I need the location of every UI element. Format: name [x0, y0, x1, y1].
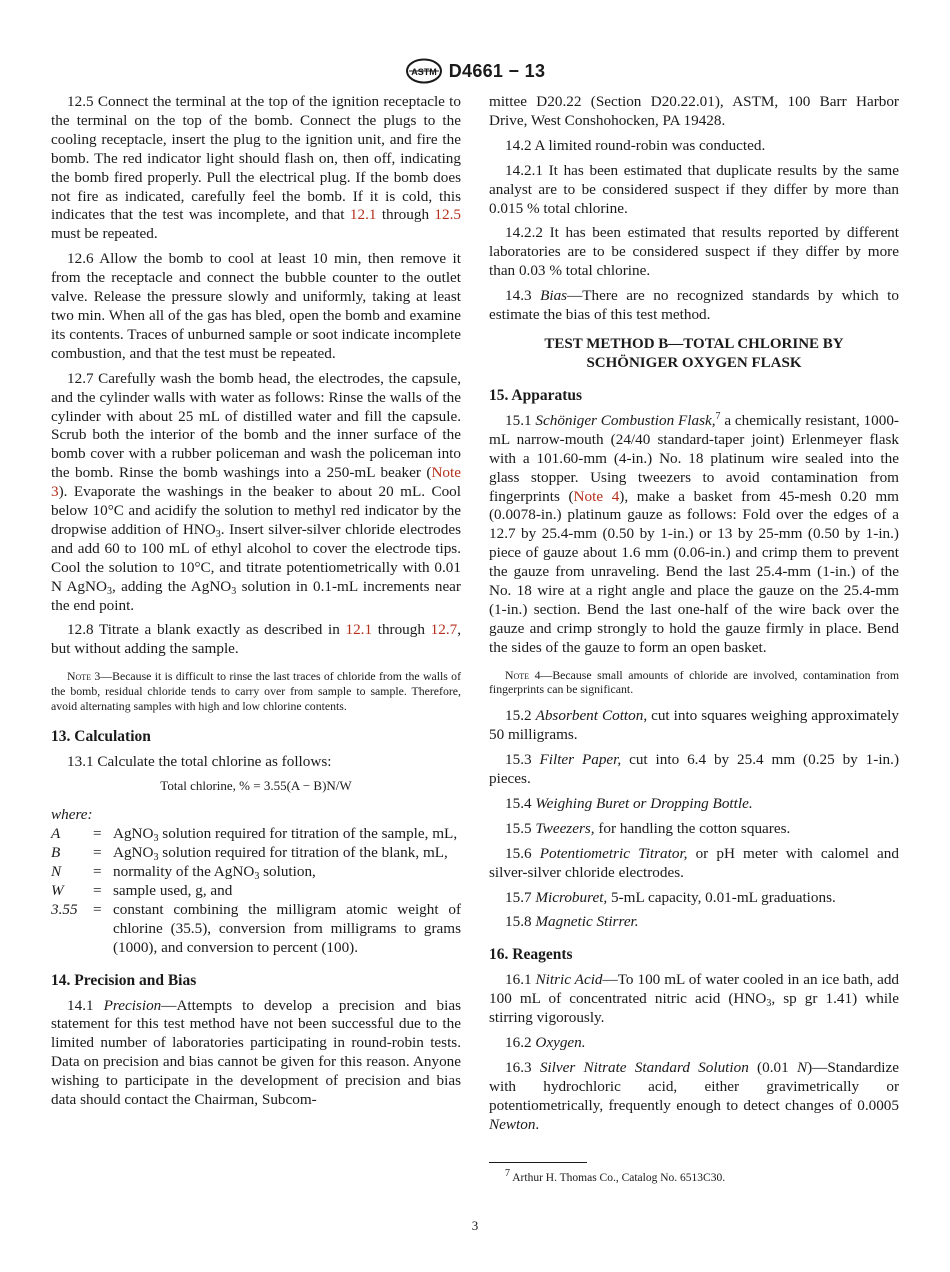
definition-row [51, 863, 461, 882]
footnote-divider [489, 1162, 587, 1163]
section-14-1: 14.1 Precision—Attempts to develop a precision and bias statement for this test method have not been successful due to the limited number of laboratories participating in round-robin tests. Data on precision and bias cannot be given for this reason. Anyone wishing to participate in the development of precision and bias data should contact the Chairman, Subcom- [51, 996, 461, 1109]
ref-12-1-b[interactable]: 12.1 [345, 621, 373, 639]
footnote-7: $^7$ Arthur H. Thomas Co., Catalog No. 6513C30. [505, 1168, 726, 1185]
apparatus-item: 15.2 Absorbent Cotton, cut into squares weighing approximately 50 milligrams. [489, 707, 899, 744]
definition-equals: = [93, 844, 102, 862]
definition-text: sample used, g, and [113, 882, 233, 900]
section-16-3: 16.3 Silver Nitrate Standard Solution (0.01 N)—Standardize with hydrochloric acid, either gravimetrically or potentiometrically, frequently enough to detect changes of 0.0005 Newton. [489, 1058, 900, 1133]
right-column [489, 93, 899, 1185]
document-designation: D4661 − 13 [448, 60, 546, 81]
section-14-2-2: 14.2.2 It has been estimated that results reported by different laboratories are to be considered suspect if they differ by more than 0.03 % total chlorine. [489, 224, 899, 280]
ref-12-1[interactable]: 12.1 [349, 206, 377, 224]
apparatus-item: 15.4 Weighing Buret or Dropping Bottle. [505, 794, 753, 812]
apparatus-item: 15.7 Microburet, 5-mL capacity, 0.01-mL graduations. [505, 888, 836, 906]
definition-symbol: W [51, 882, 64, 900]
definition-symbol: 3.55 [51, 900, 78, 918]
section-13-1: 13.1 Calculate the total chlorine as follows: [67, 752, 332, 770]
section-14-2-1: 14.2.1 It has been estimated that duplicate results by the same analyst are to be considered suspect if they differ by more than 0.015 % total chlorine. [489, 161, 899, 217]
section-14-2: 14.2 A limited round-robin was conducted. [505, 136, 766, 154]
note-4: Note 4—Because small amounts of chloride are involved, contamination from fingerprints can be significant. [489, 667, 899, 697]
definition-equals: = [93, 882, 102, 900]
definition-symbol: B [51, 844, 61, 862]
equation-total-chlorine: Total chlorine, % = 3.55(A − B)N/W [160, 778, 352, 794]
left-column [51, 93, 461, 1116]
heading-calculation: 13. Calculation [51, 727, 151, 745]
definition-row [51, 844, 461, 863]
astm-logo-icon [405, 58, 443, 84]
apparatus-item: 15.5 Tweezers, for handling the cotton squares. [505, 819, 791, 837]
section-14-1-continued: mittee D20.22 (Section D20.22.01), ASTM, 100 Barr Harbor Drive, West Conshohocken, PA 19428. [489, 93, 899, 129]
apparatus-item: 15.3 Filter Paper, cut into 6.4 by 25.4 mm (0.25 by 1-in.) pieces. [489, 751, 899, 787]
page-number: 3 [471, 1218, 479, 1233]
definition-equals: = [93, 825, 102, 843]
section-16-1: 16.1 Nitric Acid—To 100 mL of water cooled in an ice bath, add 100 mL of concentrated nitric acid ($HNO_3$, sp gr 1.41) while stirring vigorously. [489, 971, 900, 1027]
variable-definitions [51, 825, 461, 957]
definition-row [51, 825, 461, 844]
where-label: where: [51, 806, 93, 824]
section-12-6: 12.6 Allow the bomb to cool at least 10 min, then remove it from the receptacle and connect the bubble counter to the outlet valve. Release the pressure slowly and uniformly, taking at least two min. When all of the gas has bled, open the bomb and examine its contents. Traces of unburned sample or soot indicate incomplete combustion, and that the test must be repeated. [51, 250, 461, 362]
ref-12-5[interactable]: 12.5 [434, 206, 461, 224]
definition-text: AgNO$_3$ solution required for titration of the blank, mL, [113, 844, 448, 864]
svg-text:ASTM: ASTM [410, 67, 437, 77]
definition-row [51, 882, 461, 901]
footnote-ref-7[interactable]: 7 [715, 410, 721, 422]
definition-text: AgNO$_3$ solution required for titration of the sample, mL, [113, 825, 458, 845]
section-15-1: 15.1 Schöniger Combustion Flask,$^7$ a chemically resistant, 1000-mL narrow-mouth (24/40 standard-taper joint) Erlenmeyer flask with a 101.60-mm (4-in.) No. 18 platinum wire sealed into the glass stopper. Using tweezers to avoid contamination from fingerprints (Note 4), make a basket from 45-mesh 0.20 mm (0.0078-in.) platinum gauze as follows: Fold over the edges of a 12.7 by 25.4-mm (0.50 by 1-in.) or 13 by 25-mm (0.50 by 1-in.) piece of gauze about 1.6 mm (0.06-in.) and crimp them to prevent the gauze from unraveling. Bend the last 25.4-mm (1-in.) of the No. 18 wire at a right angle and place the gauze on the 25.4-mm (1-in.) section. Bend the last one-half of the wire back over the gauze and crimp strongly to hold the gauze firmly in place. Bend the sides of the gauze to form an open basket. [489, 410, 899, 656]
definition-row [51, 901, 461, 958]
apparatus-list [489, 707, 899, 932]
section-16-2: 16.2 Oxygen. [505, 1033, 586, 1051]
apparatus-item: 15.6 Potentiometric Titrator, or pH meter with calomel and silver-silver chloride electrodes. [489, 844, 899, 881]
heading-apparatus: 15. Apparatus [489, 386, 583, 404]
ref-note-4[interactable]: Note 4 [573, 487, 620, 505]
definition-symbol: A [51, 825, 61, 843]
section-12-5: 12.5 Connect the terminal at the top of the ignition receptacle to the terminal on the top of the bomb. Connect the plugs to the cooling receptacle, insert the plug to the ignition unit, and fire the bomb. The red indicator light should flash on, then off, indicating the bomb fired properly. Pull the electrical plug. If the bomb does not fire as indicated, carefully feel the bomb. If it is cold, this indicates that the test was incomplete, and that 12.1 through 12.5 must be repeated. [51, 93, 461, 243]
definition-text: constant combining the milligram atomic weight of chlorine (35.5), conversion from milligrams to grams (1000), and conversion to percent (100). [113, 900, 461, 956]
section-14-3: 14.3 Bias—There are no recognized standards by which to estimate the bias of this test method. [489, 287, 899, 324]
definition-symbol: N [51, 863, 62, 881]
page-header [0, 56, 950, 86]
ref-note-3[interactable]: Note 3 [51, 464, 461, 501]
method-b-title: TEST METHOD B—TOTAL CHLORINE BY SCHÖNIGER OXYGEN FLASK [544, 335, 844, 371]
apparatus-item: 15.8 Magnetic Stirrer. [505, 913, 639, 931]
heading-reagents: 16. Reagents [489, 946, 573, 964]
definition-text: normality of the AgNO$_3$ solution, [113, 863, 316, 883]
note-3: Note 3—Because it is difficult to rinse the last traces of chloride from the walls of the bomb, residual chloride tends to carry over from sample to sample. Therefore, avoid alternating samples with high and low chlorine contents. [51, 669, 461, 713]
section-12-8: 12.8 Titrate a blank exactly as described in 12.1 through 12.7, but without adding the sample. [51, 621, 461, 658]
ref-12-7[interactable]: 12.7 [430, 621, 458, 639]
heading-precision-bias: 14. Precision and Bias [51, 971, 197, 989]
section-12-7: 12.7 Carefully wash the bomb head, the electrodes, the capsule, and the cylinder walls with water as follows: Rinse the walls of the cylinder with about 25 mL of distilled water and fill the capsule. Scrub both the interior of the bomb and the inner surface of the bomb cover with a rubber policeman and wash the policeman into the bomb. Rinse the bomb washings into a 250-mL beaker (Note 3). Evaporate the washings in the beaker to about 20 mL. Cool below 10°C and acidify the solution to methyl red indicator by the dropwise addition of $HNO_3$. Insert silver-silver chloride electrodes and add 60 to 100 mL of ethyl alcohol to cover the electrode tips. Cool the solution to 10°C, and titrate potentiometrically with 0.01 N AgNO$_3$, adding the AgNO$_3$ solution in 0.1-mL increments near the end point. [51, 369, 461, 614]
definition-equals: = [93, 863, 102, 881]
definition-equals: = [93, 900, 102, 918]
